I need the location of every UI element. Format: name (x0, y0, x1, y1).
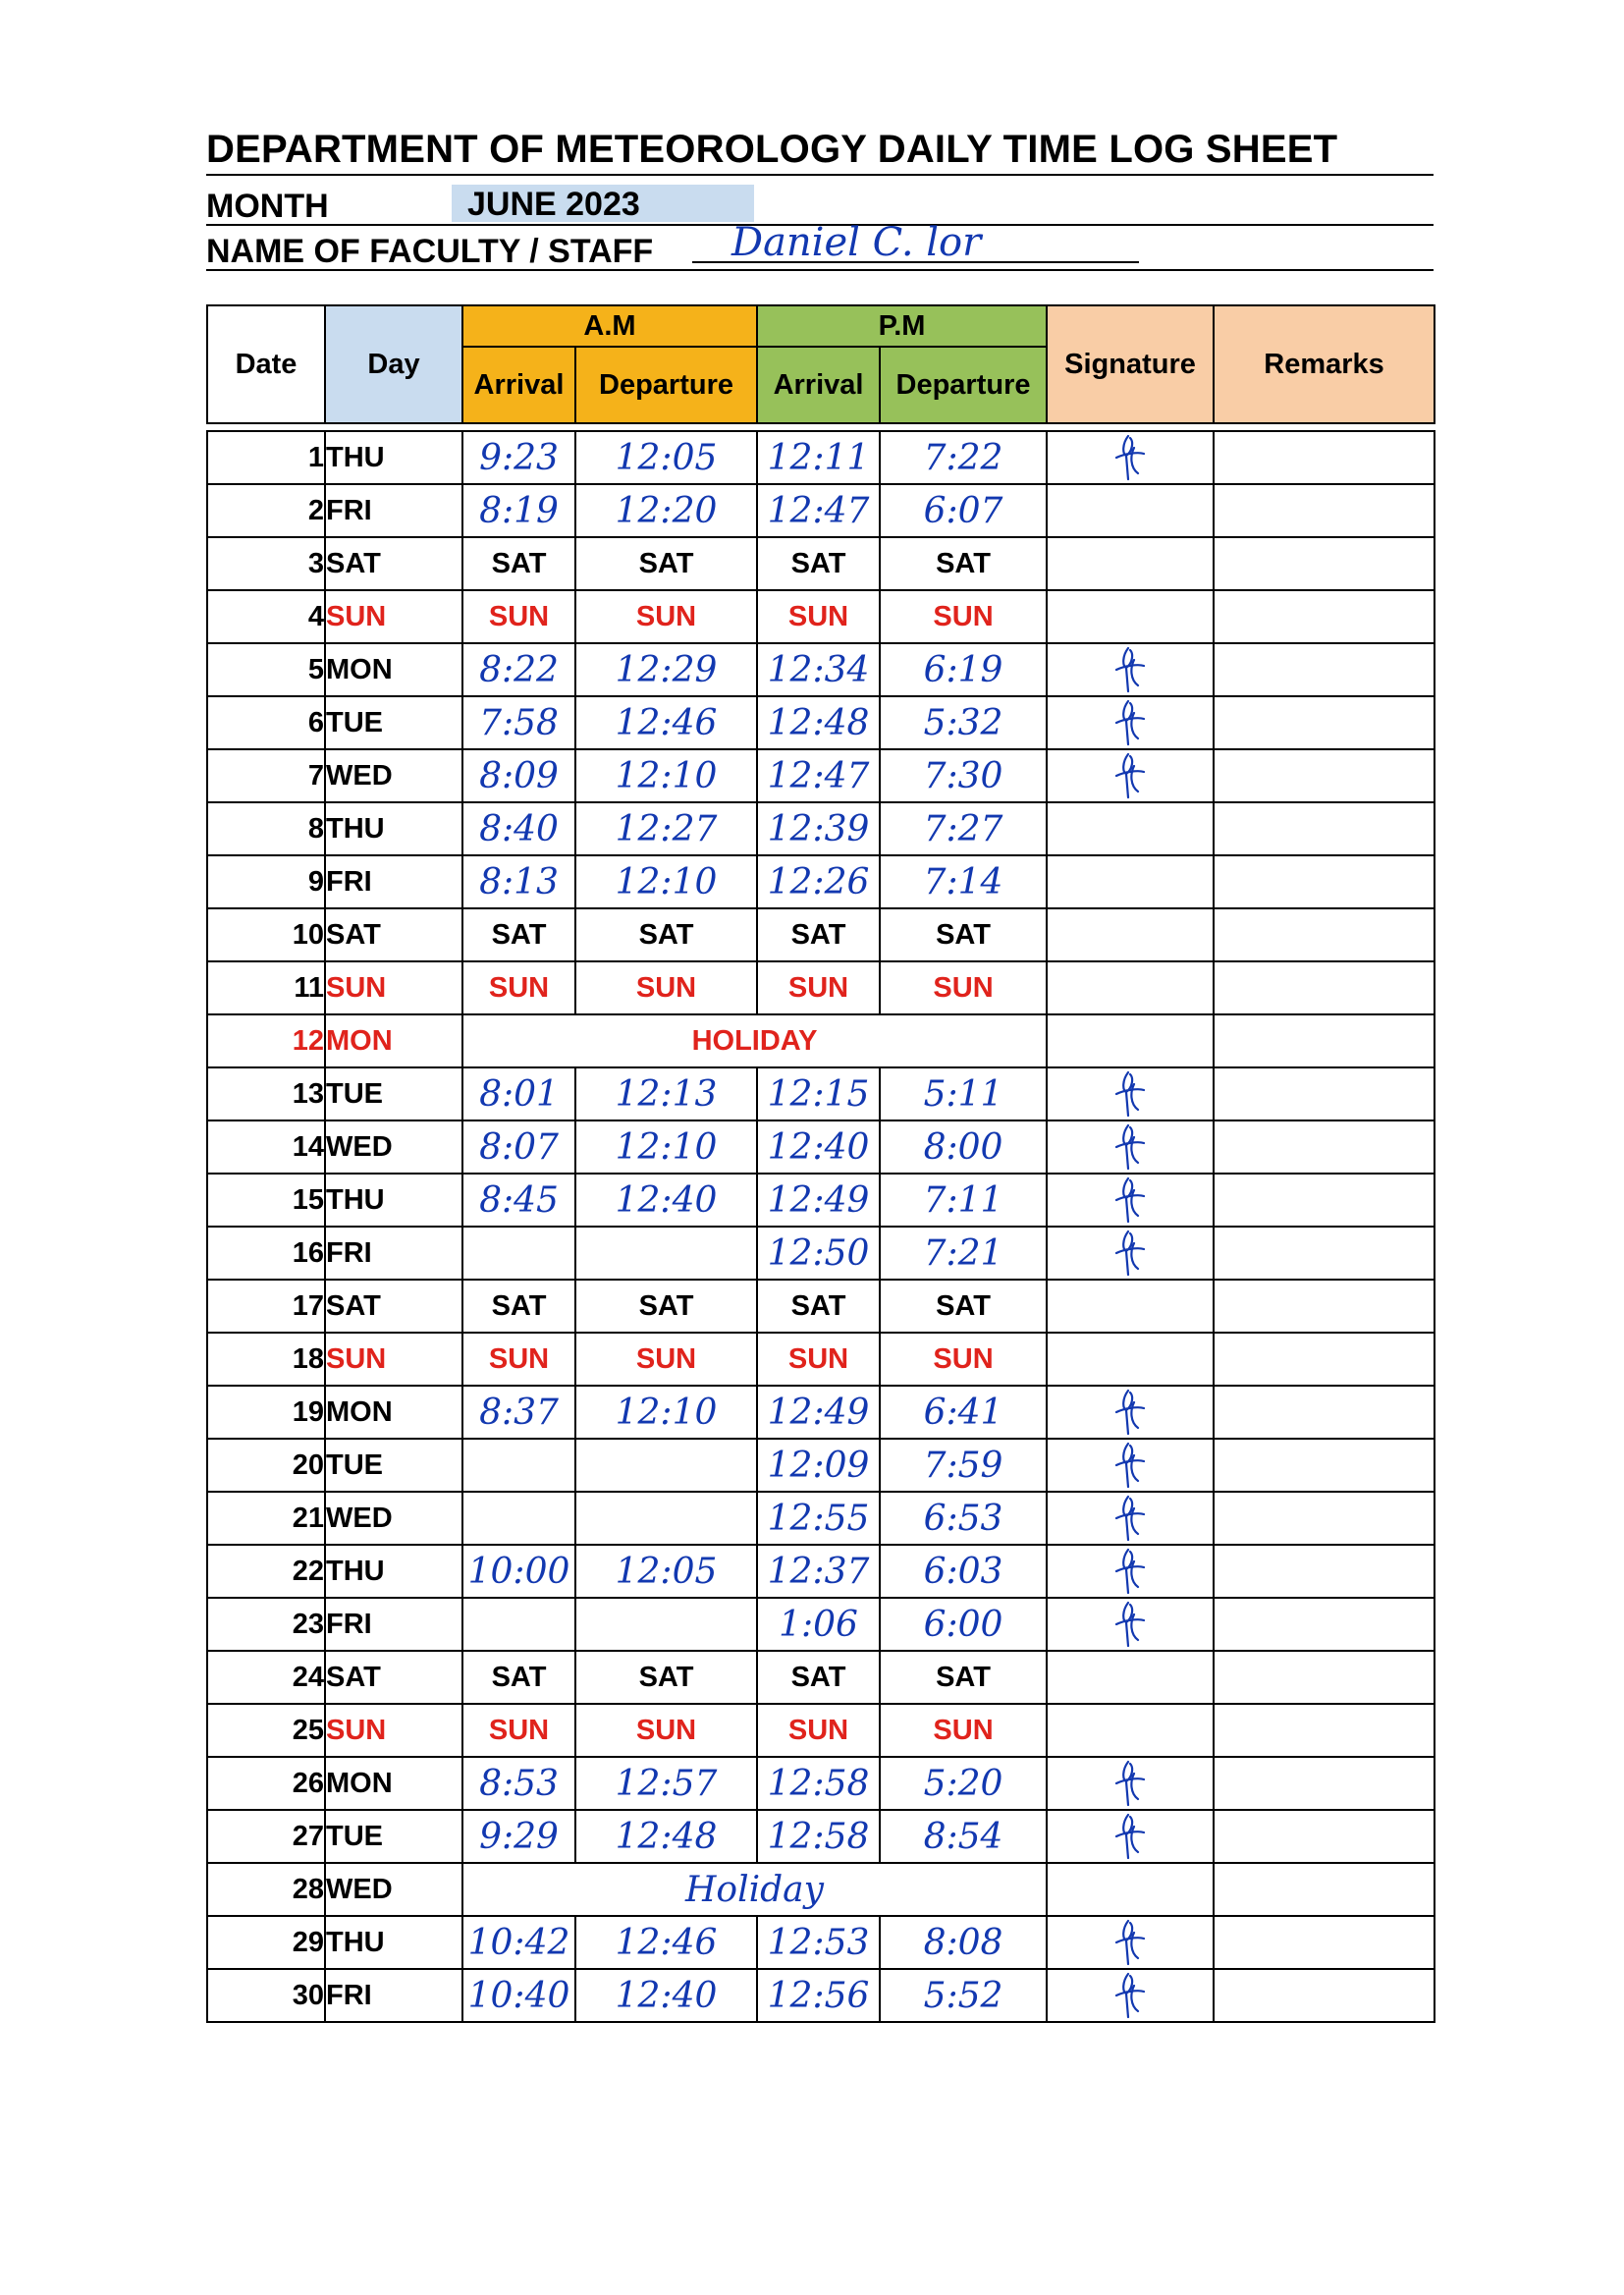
row-signature (1047, 1386, 1214, 1439)
row-remarks (1214, 1280, 1435, 1333)
row-day: THU (325, 1174, 462, 1227)
row-signature (1047, 696, 1214, 749)
row-remarks (1214, 802, 1435, 855)
signature-mark (1109, 1760, 1152, 1807)
row-pm-arr: SUN (757, 1333, 880, 1386)
row-pm-arr: SAT (757, 537, 880, 590)
row-signature (1047, 1120, 1214, 1174)
row-day: THU (325, 1916, 462, 1969)
row-pm-arr: 12:37 (757, 1545, 880, 1598)
month-value: JUNE 2023 (452, 185, 754, 222)
row-signature (1047, 1704, 1214, 1757)
row-pm-dep: 5:11 (880, 1067, 1047, 1120)
row-am-dep: 12:48 (575, 1810, 757, 1863)
row-date: 14 (207, 1120, 325, 1174)
row-pm-arr: 12:15 (757, 1067, 880, 1120)
row-remarks (1214, 537, 1435, 590)
row-day: THU (325, 802, 462, 855)
table-row (207, 855, 1435, 908)
table-row (207, 1439, 1435, 1492)
row-signature (1047, 643, 1214, 696)
row-date: 22 (207, 1545, 325, 1598)
row-signature (1047, 1280, 1214, 1333)
row-am-dep (575, 1492, 757, 1545)
row-day: TUE (325, 1439, 462, 1492)
row-day: TUE (325, 696, 462, 749)
row-am-dep: 12:27 (575, 802, 757, 855)
row-remarks (1214, 1174, 1435, 1227)
row-signature (1047, 1598, 1214, 1651)
row-pm-dep: SUN (880, 590, 1047, 643)
row-am-dep: SAT (575, 1651, 757, 1704)
table-row (207, 1969, 1435, 2022)
col-am-departure: Departure (575, 347, 757, 423)
row-pm-dep: SAT (880, 1651, 1047, 1704)
row-am-dep: SUN (575, 1704, 757, 1757)
row-remarks (1214, 1545, 1435, 1598)
row-date: 9 (207, 855, 325, 908)
row-remarks (1214, 1863, 1435, 1916)
row-pm-dep: 7:30 (880, 749, 1047, 802)
row-remarks (1214, 1598, 1435, 1651)
signature-mark (1109, 1229, 1152, 1277)
table-row (207, 1492, 1435, 1545)
row-date: 8 (207, 802, 325, 855)
row-remarks (1214, 1439, 1435, 1492)
row-pm-arr: SAT (757, 1651, 880, 1704)
row-signature (1047, 1174, 1214, 1227)
row-pm-dep: 6:03 (880, 1545, 1047, 1598)
row-day: SUN (325, 1333, 462, 1386)
row-pm-arr: 12:34 (757, 643, 880, 696)
row-am-dep: 12:10 (575, 749, 757, 802)
signature-mark (1109, 1919, 1152, 1966)
row-pm-arr: 12:39 (757, 802, 880, 855)
signature-mark (1109, 1813, 1152, 1860)
name-label: NAME OF FACULTY / STAFF (206, 233, 654, 270)
row-day: FRI (325, 1598, 462, 1651)
signature-mark (1109, 752, 1152, 799)
row-am-dep: 12:46 (575, 1916, 757, 1969)
table-row (207, 1120, 1435, 1174)
row-signature (1047, 961, 1214, 1014)
row-remarks (1214, 908, 1435, 961)
signature-mark (1109, 1442, 1152, 1489)
row-day: TUE (325, 1810, 462, 1863)
row-date: 29 (207, 1916, 325, 1969)
row-am-arr: 8:13 (462, 855, 575, 908)
signature-mark (1109, 1123, 1152, 1171)
row-am-arr: 10:42 (462, 1916, 575, 1969)
row-am-dep: 12:10 (575, 855, 757, 908)
row-pm-arr: 12:40 (757, 1120, 880, 1174)
row-pm-arr: 12:47 (757, 484, 880, 537)
row-am-arr: SAT (462, 1280, 575, 1333)
row-am-dep: SAT (575, 1280, 757, 1333)
row-am-dep: SAT (575, 537, 757, 590)
row-signature (1047, 1651, 1214, 1704)
name-value: Daniel C. lor (692, 220, 1139, 263)
table-row (207, 1651, 1435, 1704)
row-date: 1 (207, 431, 325, 484)
row-signature (1047, 484, 1214, 537)
row-am-dep: 12:05 (575, 431, 757, 484)
row-pm-dep: SAT (880, 1280, 1047, 1333)
row-am-dep: 12:05 (575, 1545, 757, 1598)
row-signature (1047, 1014, 1214, 1067)
row-pm-dep: 8:00 (880, 1120, 1047, 1174)
row-date: 24 (207, 1651, 325, 1704)
row-date: 12 (207, 1014, 325, 1067)
row-signature (1047, 855, 1214, 908)
row-date: 10 (207, 908, 325, 961)
row-am-arr: 8:45 (462, 1174, 575, 1227)
col-date: Date (207, 305, 325, 423)
row-signature (1047, 749, 1214, 802)
table-row (207, 802, 1435, 855)
row-am-dep: SUN (575, 1333, 757, 1386)
row-date: 23 (207, 1598, 325, 1651)
row-pm-arr: 12:55 (757, 1492, 880, 1545)
row-am-arr: 7:58 (462, 696, 575, 749)
row-am-arr: 8:53 (462, 1757, 575, 1810)
row-am-dep (575, 1598, 757, 1651)
row-pm-dep: SAT (880, 537, 1047, 590)
row-signature (1047, 1492, 1214, 1545)
row-pm-dep: 6:53 (880, 1492, 1047, 1545)
row-date: 19 (207, 1386, 325, 1439)
row-date: 21 (207, 1492, 325, 1545)
row-date: 30 (207, 1969, 325, 2022)
row-day: FRI (325, 1969, 462, 2022)
row-day: SAT (325, 1280, 462, 1333)
time-log-table (206, 304, 1435, 2023)
row-pm-arr: 12:09 (757, 1439, 880, 1492)
row-pm-arr: 12:58 (757, 1810, 880, 1863)
month-label: MONTH (206, 188, 329, 225)
signature-mark (1109, 434, 1152, 481)
signature-mark (1109, 1389, 1152, 1436)
table-row (207, 643, 1435, 696)
row-am-dep: 12:40 (575, 1174, 757, 1227)
row-date: 5 (207, 643, 325, 696)
row-am-arr: 9:29 (462, 1810, 575, 1863)
row-pm-arr: 12:50 (757, 1227, 880, 1280)
row-signature (1047, 1545, 1214, 1598)
row-signature (1047, 908, 1214, 961)
row-am-arr: SUN (462, 961, 575, 1014)
row-pm-dep: 8:08 (880, 1916, 1047, 1969)
log-body (207, 431, 1435, 2022)
row-day: WED (325, 749, 462, 802)
table-row (207, 1598, 1435, 1651)
row-pm-arr: 12:49 (757, 1174, 880, 1227)
row-pm-arr: 1:06 (757, 1598, 880, 1651)
row-date: 11 (207, 961, 325, 1014)
row-remarks (1214, 1120, 1435, 1174)
signature-mark (1109, 1495, 1152, 1542)
row-pm-dep: SUN (880, 961, 1047, 1014)
row-signature (1047, 431, 1214, 484)
row-am-arr: 8:09 (462, 749, 575, 802)
signature-mark (1109, 1972, 1152, 2019)
row-pm-arr: 12:48 (757, 696, 880, 749)
row-pm-dep: 6:19 (880, 643, 1047, 696)
signature-mark (1109, 1601, 1152, 1648)
row-remarks (1214, 1810, 1435, 1863)
signature-mark (1109, 1070, 1152, 1118)
row-date: 16 (207, 1227, 325, 1280)
row-am-dep: SUN (575, 961, 757, 1014)
row-date: 20 (207, 1439, 325, 1492)
row-holiday: HOLIDAY (462, 1014, 1047, 1067)
table-row (207, 1810, 1435, 1863)
row-remarks (1214, 643, 1435, 696)
row-am-dep: 12:20 (575, 484, 757, 537)
row-pm-arr: 12:56 (757, 1969, 880, 2022)
row-date: 26 (207, 1757, 325, 1810)
row-signature (1047, 1969, 1214, 2022)
row-pm-arr: SUN (757, 1704, 880, 1757)
row-pm-dep: 6:00 (880, 1598, 1047, 1651)
row-pm-dep: 5:52 (880, 1969, 1047, 2022)
row-am-arr (462, 1492, 575, 1545)
row-am-dep: 12:29 (575, 643, 757, 696)
row-day: SAT (325, 908, 462, 961)
col-pm-arrival: Arrival (757, 347, 880, 423)
row-signature (1047, 537, 1214, 590)
table-row (207, 1386, 1435, 1439)
row-signature (1047, 1863, 1214, 1916)
signature-mark (1109, 1548, 1152, 1595)
row-am-arr: 8:19 (462, 484, 575, 537)
row-date: 6 (207, 696, 325, 749)
row-am-arr (462, 1227, 575, 1280)
row-date: 4 (207, 590, 325, 643)
row-remarks (1214, 961, 1435, 1014)
row-am-dep (575, 1439, 757, 1492)
table-row (207, 537, 1435, 590)
row-remarks (1214, 1386, 1435, 1439)
row-day: MON (325, 1757, 462, 1810)
row-pm-arr: 12:49 (757, 1386, 880, 1439)
row-remarks (1214, 431, 1435, 484)
row-am-dep: 12:13 (575, 1067, 757, 1120)
row-pm-dep: 8:54 (880, 1810, 1047, 1863)
table-row (207, 431, 1435, 484)
row-date: 18 (207, 1333, 325, 1386)
row-am-dep: 12:57 (575, 1757, 757, 1810)
sheet-title: DEPARTMENT OF METEOROLOGY DAILY TIME LOG SHEET (206, 128, 1434, 176)
row-am-dep: 12:40 (575, 1969, 757, 2022)
table-row (207, 908, 1435, 961)
row-am-arr: 8:22 (462, 643, 575, 696)
row-pm-arr: SUN (757, 961, 880, 1014)
row-pm-arr: 12:58 (757, 1757, 880, 1810)
row-am-arr: 8:37 (462, 1386, 575, 1439)
row-remarks (1214, 1014, 1435, 1067)
row-remarks (1214, 1969, 1435, 2022)
table-row (207, 696, 1435, 749)
table-row (207, 1757, 1435, 1810)
row-pm-dep: 7:59 (880, 1439, 1047, 1492)
row-am-arr: SUN (462, 1333, 575, 1386)
row-day: SUN (325, 590, 462, 643)
table-row (207, 1863, 1435, 1916)
row-date: 7 (207, 749, 325, 802)
row-holiday-handwritten: Holiday (462, 1863, 1047, 1916)
row-am-arr: 8:01 (462, 1067, 575, 1120)
row-pm-dep: 7:22 (880, 431, 1047, 484)
row-pm-dep: 6:41 (880, 1386, 1047, 1439)
row-pm-dep: 7:11 (880, 1174, 1047, 1227)
row-signature (1047, 1227, 1214, 1280)
col-remarks: Remarks (1214, 305, 1435, 423)
row-day: THU (325, 431, 462, 484)
row-am-dep (575, 1227, 757, 1280)
table-row (207, 1227, 1435, 1280)
col-signature: Signature (1047, 305, 1214, 423)
table-row (207, 1333, 1435, 1386)
col-pm-departure: Departure (880, 347, 1047, 423)
row-pm-dep: 5:32 (880, 696, 1047, 749)
row-signature (1047, 1757, 1214, 1810)
row-pm-arr: SAT (757, 908, 880, 961)
row-date: 28 (207, 1863, 325, 1916)
row-signature (1047, 1439, 1214, 1492)
signature-mark (1109, 1176, 1152, 1224)
table-row (207, 749, 1435, 802)
row-day: SAT (325, 537, 462, 590)
row-day: MON (325, 1014, 462, 1067)
row-am-arr: 8:07 (462, 1120, 575, 1174)
row-day: WED (325, 1863, 462, 1916)
row-remarks (1214, 696, 1435, 749)
row-am-arr: SAT (462, 537, 575, 590)
row-day: SAT (325, 1651, 462, 1704)
row-day: TUE (325, 1067, 462, 1120)
col-pm: P.M (757, 305, 1047, 347)
table-row (207, 590, 1435, 643)
row-am-dep: SAT (575, 908, 757, 961)
table-row (207, 961, 1435, 1014)
row-day: MON (325, 643, 462, 696)
row-signature (1047, 802, 1214, 855)
row-date: 13 (207, 1067, 325, 1120)
name-line (206, 220, 1434, 271)
row-day: SUN (325, 961, 462, 1014)
row-day: FRI (325, 1227, 462, 1280)
row-remarks (1214, 1067, 1435, 1120)
row-am-dep: SUN (575, 590, 757, 643)
table-row (207, 1014, 1435, 1067)
table-row (207, 1545, 1435, 1598)
row-date: 15 (207, 1174, 325, 1227)
row-am-arr (462, 1439, 575, 1492)
row-signature (1047, 1333, 1214, 1386)
col-am: A.M (462, 305, 757, 347)
row-am-dep: 12:10 (575, 1120, 757, 1174)
signature-mark (1109, 699, 1152, 746)
row-remarks (1214, 1651, 1435, 1704)
table-row (207, 1067, 1435, 1120)
table-row (207, 1280, 1435, 1333)
table-row (207, 1174, 1435, 1227)
row-day: FRI (325, 484, 462, 537)
row-am-arr (462, 1598, 575, 1651)
row-remarks (1214, 1757, 1435, 1810)
table-row (207, 1916, 1435, 1969)
row-signature (1047, 1067, 1214, 1120)
table-row (207, 1704, 1435, 1757)
row-am-arr: 8:40 (462, 802, 575, 855)
row-date: 25 (207, 1704, 325, 1757)
row-pm-arr: 12:53 (757, 1916, 880, 1969)
row-am-arr: 10:00 (462, 1545, 575, 1598)
row-day: MON (325, 1386, 462, 1439)
row-pm-arr: SUN (757, 590, 880, 643)
col-am-arrival: Arrival (462, 347, 575, 423)
row-pm-arr: 12:26 (757, 855, 880, 908)
row-date: 3 (207, 537, 325, 590)
row-am-dep: 12:46 (575, 696, 757, 749)
row-remarks (1214, 749, 1435, 802)
signature-mark (1109, 646, 1152, 693)
row-pm-arr: 12:47 (757, 749, 880, 802)
row-pm-dep: 7:21 (880, 1227, 1047, 1280)
row-pm-dep: SUN (880, 1704, 1047, 1757)
row-remarks (1214, 1227, 1435, 1280)
row-date: 17 (207, 1280, 325, 1333)
row-signature (1047, 1916, 1214, 1969)
row-day: SUN (325, 1704, 462, 1757)
row-remarks (1214, 484, 1435, 537)
row-remarks (1214, 590, 1435, 643)
row-am-arr: SAT (462, 908, 575, 961)
row-am-arr: SUN (462, 1704, 575, 1757)
row-pm-dep: 7:27 (880, 802, 1047, 855)
table-row (207, 484, 1435, 537)
row-signature (1047, 1810, 1214, 1863)
row-remarks (1214, 1333, 1435, 1386)
row-remarks (1214, 1916, 1435, 1969)
row-pm-dep: 5:20 (880, 1757, 1047, 1810)
row-day: FRI (325, 855, 462, 908)
row-day: THU (325, 1545, 462, 1598)
row-am-dep: 12:10 (575, 1386, 757, 1439)
row-remarks (1214, 1492, 1435, 1545)
row-pm-arr: 12:11 (757, 431, 880, 484)
row-remarks (1214, 1704, 1435, 1757)
row-pm-arr: SAT (757, 1280, 880, 1333)
row-am-arr: 10:40 (462, 1969, 575, 2022)
row-pm-dep: 6:07 (880, 484, 1047, 537)
row-pm-dep: 7:14 (880, 855, 1047, 908)
row-am-arr: 9:23 (462, 431, 575, 484)
row-day: WED (325, 1120, 462, 1174)
row-remarks (1214, 855, 1435, 908)
row-day: WED (325, 1492, 462, 1545)
row-date: 2 (207, 484, 325, 537)
col-day: Day (325, 305, 462, 423)
row-signature (1047, 590, 1214, 643)
row-am-arr: SAT (462, 1651, 575, 1704)
row-pm-dep: SUN (880, 1333, 1047, 1386)
row-am-arr: SUN (462, 590, 575, 643)
row-date: 27 (207, 1810, 325, 1863)
row-pm-dep: SAT (880, 908, 1047, 961)
